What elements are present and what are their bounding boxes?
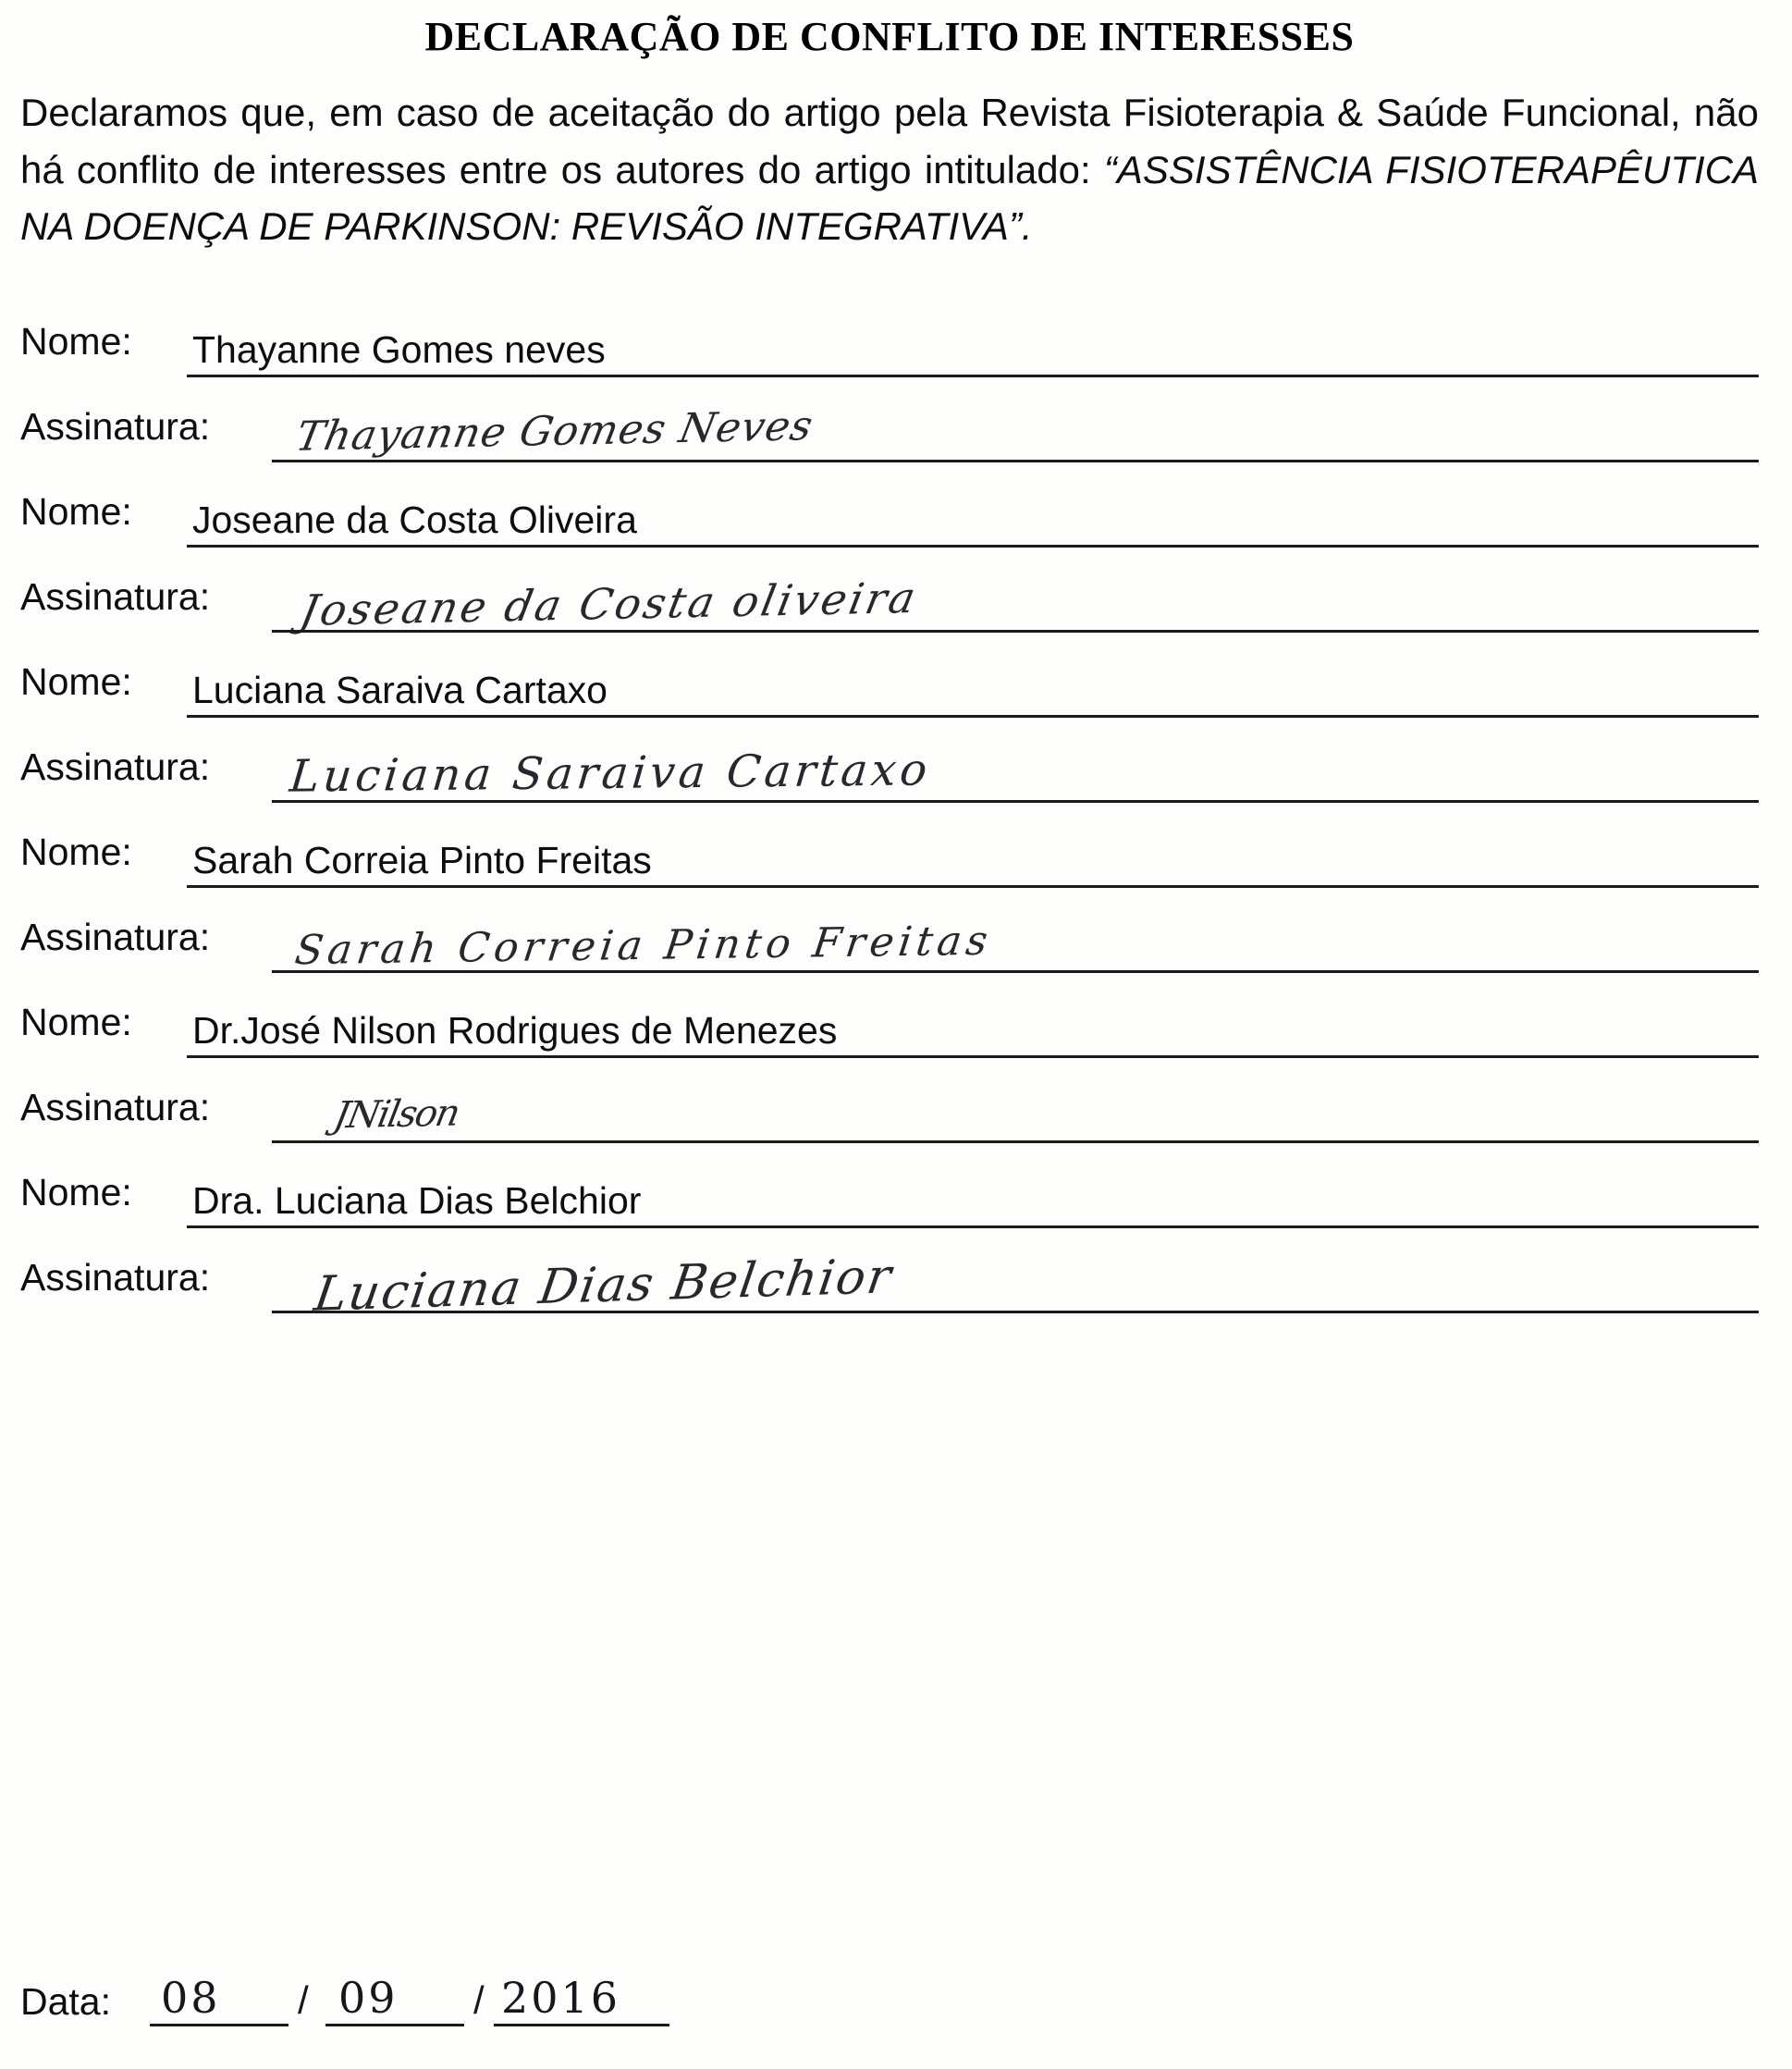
- signature-handwriting: Luciana Saraiva Cartaxo: [287, 744, 934, 803]
- signature-field-3[interactable]: [20, 734, 1759, 819]
- signature-handwriting: Joseane da Costa oliveira: [296, 573, 923, 636]
- signature-label: Assinatura:: [20, 1086, 211, 1129]
- signature-handwriting: JNilson: [330, 1091, 462, 1138]
- name-value: Dr.José Nilson Rodrigues de Menezes: [192, 1009, 838, 1053]
- signature-underline: [272, 1311, 1759, 1313]
- name-underline: [187, 715, 1759, 718]
- name-underline: [187, 1055, 1759, 1058]
- signature-field-5[interactable]: [20, 1075, 1759, 1160]
- signature-handwriting: Thayanne Gomes Neves: [291, 402, 817, 462]
- name-underline: [187, 885, 1759, 888]
- name-label: Nome:: [20, 1171, 132, 1214]
- signature-underline: [272, 1140, 1759, 1143]
- name-label: Nome:: [20, 490, 132, 534]
- name-underline: [187, 545, 1759, 548]
- name-value: Thayanne Gomes neves: [192, 328, 606, 372]
- name-label: Nome:: [20, 660, 132, 704]
- name-underline: [187, 1225, 1759, 1228]
- signature-field-1[interactable]: [20, 394, 1759, 479]
- signature-label: Assinatura:: [20, 745, 211, 789]
- name-value: Sarah Correia Pinto Freitas: [192, 839, 652, 882]
- name-field-4[interactable]: [20, 819, 1759, 905]
- name-field-3[interactable]: [20, 649, 1759, 734]
- name-label: Nome:: [20, 320, 132, 363]
- signature-underline: [272, 970, 1759, 973]
- date-label: Data:: [20, 1980, 111, 2023]
- signature-fields: [20, 309, 1759, 1330]
- date-field[interactable]: [20, 1956, 945, 2045]
- name-underline: [187, 375, 1759, 377]
- date-year-value: 2016: [501, 1973, 621, 2023]
- date-day-value: 08: [161, 1973, 221, 2023]
- signature-label: Assinatura:: [20, 575, 211, 619]
- signature-underline: [272, 800, 1759, 803]
- signature-label: Assinatura:: [20, 405, 211, 449]
- declaration-text: Declaramos que, em caso de aceitação do artigo pela Revista Fisioterapia & Saúde Funcional, não há conflito de interesses entre os autores do artigo intitulado:: [20, 91, 1759, 191]
- article-title: “ASSISTÊNCIA FISIOTERAPÊUTICA NA DOENÇA DE PARKINSON: REVISÃO INTEGRATIVA”.: [20, 147, 1760, 249]
- name-label: Nome:: [20, 831, 132, 874]
- signature-handwriting: Luciana Dias Belchior: [311, 1249, 897, 1323]
- name-value: Joseane da Costa Oliveira: [192, 499, 637, 542]
- signature-field-2[interactable]: [20, 564, 1759, 649]
- page-title: DECLARAÇÃO DE CONFLITO DE INTERESSES: [424, 14, 1355, 59]
- name-value: Luciana Saraiva Cartaxo: [192, 669, 608, 712]
- name-field-1[interactable]: [20, 309, 1759, 394]
- date-month-value: 09: [338, 1973, 399, 2023]
- declaration-paragraph: [20, 84, 1759, 255]
- date-separator-1: /: [298, 1978, 309, 2022]
- name-label: Nome:: [20, 1001, 132, 1044]
- name-field-2[interactable]: [20, 479, 1759, 564]
- signature-underline: [272, 630, 1759, 633]
- signature-handwriting: Sarah Correia Pinto Freitas: [292, 917, 995, 975]
- signature-label: Assinatura:: [20, 1256, 211, 1299]
- document-body: [20, 13, 1759, 1330]
- signature-label: Assinatura:: [20, 916, 211, 959]
- signature-field-6[interactable]: [20, 1245, 1759, 1330]
- name-field-6[interactable]: [20, 1160, 1759, 1245]
- name-value: Dra. Luciana Dias Belchior: [192, 1179, 642, 1223]
- name-field-5[interactable]: [20, 990, 1759, 1075]
- signature-field-4[interactable]: [20, 905, 1759, 990]
- date-separator-2: /: [473, 1978, 485, 2022]
- signature-underline: [272, 460, 1759, 462]
